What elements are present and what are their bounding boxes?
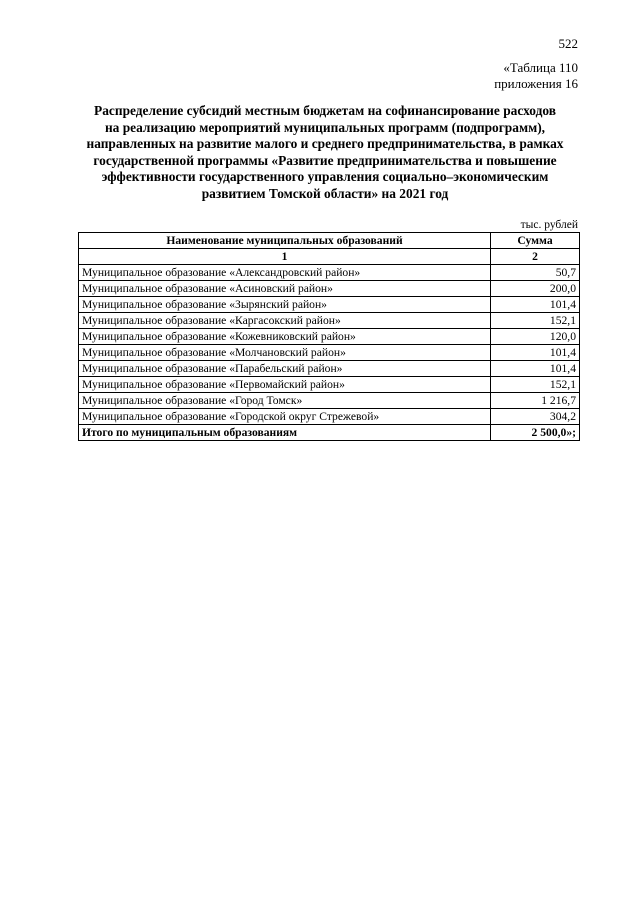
row-name: Муниципальное образование «Городской округ Стрежевой» bbox=[79, 409, 491, 425]
page-number: 522 bbox=[558, 36, 578, 51]
table-ref-line-1: «Таблица 110 bbox=[503, 60, 578, 75]
table-reference bbox=[494, 60, 578, 92]
row-name: Муниципальное образование «Александровский район» bbox=[79, 265, 491, 281]
total-row bbox=[79, 425, 580, 441]
table-row bbox=[79, 393, 580, 409]
row-amount: 152,1 bbox=[491, 377, 580, 393]
table-row bbox=[79, 409, 580, 425]
row-amount: 152,1 bbox=[491, 313, 580, 329]
title-line: на реализацию мероприятий муниципальных программ (подпрограмм), bbox=[104, 119, 546, 135]
row-amount: 1 216,7 bbox=[491, 393, 580, 409]
table-row bbox=[79, 281, 580, 297]
row-amount: 101,4 bbox=[491, 361, 580, 377]
row-amount: 50,7 bbox=[491, 265, 580, 281]
title-line: развитием Томской области» на 2021 год bbox=[201, 185, 449, 201]
column-number-row bbox=[79, 249, 580, 265]
total-amount: 2 500,0»; bbox=[491, 425, 580, 441]
table-row bbox=[79, 345, 580, 361]
table-ref-line-2: приложения 16 bbox=[494, 76, 578, 91]
row-amount: 101,4 bbox=[491, 297, 580, 313]
header-name: Наименование муниципальных образований bbox=[79, 233, 491, 249]
row-name: Муниципальное образование «Зырянский район» bbox=[79, 297, 491, 313]
column-number-2: 2 bbox=[491, 249, 580, 265]
document-title bbox=[70, 103, 580, 203]
row-amount: 200,0 bbox=[491, 281, 580, 297]
title-line: Распределение субсидий местным бюджетам на софинансирование расходов bbox=[94, 103, 556, 118]
title-line: государственной программы «Развитие предпринимательства и повышение bbox=[93, 152, 557, 168]
column-number-1: 1 bbox=[79, 249, 491, 265]
row-amount: 304,2 bbox=[491, 409, 580, 425]
row-name: Муниципальное образование «Молчановский район» bbox=[79, 345, 491, 361]
row-amount: 120,0 bbox=[491, 329, 580, 345]
table-row bbox=[79, 361, 580, 377]
total-label: Итого по муниципальным образованиям bbox=[79, 425, 491, 441]
subsidy-table bbox=[78, 232, 580, 441]
table-row bbox=[79, 329, 580, 345]
table-row bbox=[79, 265, 580, 281]
row-name: Муниципальное образование «Каргасокский район» bbox=[79, 313, 491, 329]
table-row bbox=[79, 313, 580, 329]
table-row bbox=[79, 377, 580, 393]
row-name: Муниципальное образование «Город Томск» bbox=[79, 393, 491, 409]
row-name: Муниципальное образование «Асиновский район» bbox=[79, 281, 491, 297]
row-name: Муниципальное образование «Первомайский район» bbox=[79, 377, 491, 393]
title-line: эффективности государственного управления социально–экономическим bbox=[101, 169, 549, 185]
table-header-row bbox=[79, 233, 580, 249]
table-row bbox=[79, 297, 580, 313]
header-amount: Сумма bbox=[491, 233, 580, 249]
row-name: Муниципальное образование «Парабельский район» bbox=[79, 361, 491, 377]
row-name: Муниципальное образование «Кожевниковский район» bbox=[79, 329, 491, 345]
title-line: направленных на развитие малого и среднего предпринимательства, в рамках bbox=[86, 136, 564, 152]
units-label: тыс. рублей bbox=[520, 219, 578, 231]
row-amount: 101,4 bbox=[491, 345, 580, 361]
